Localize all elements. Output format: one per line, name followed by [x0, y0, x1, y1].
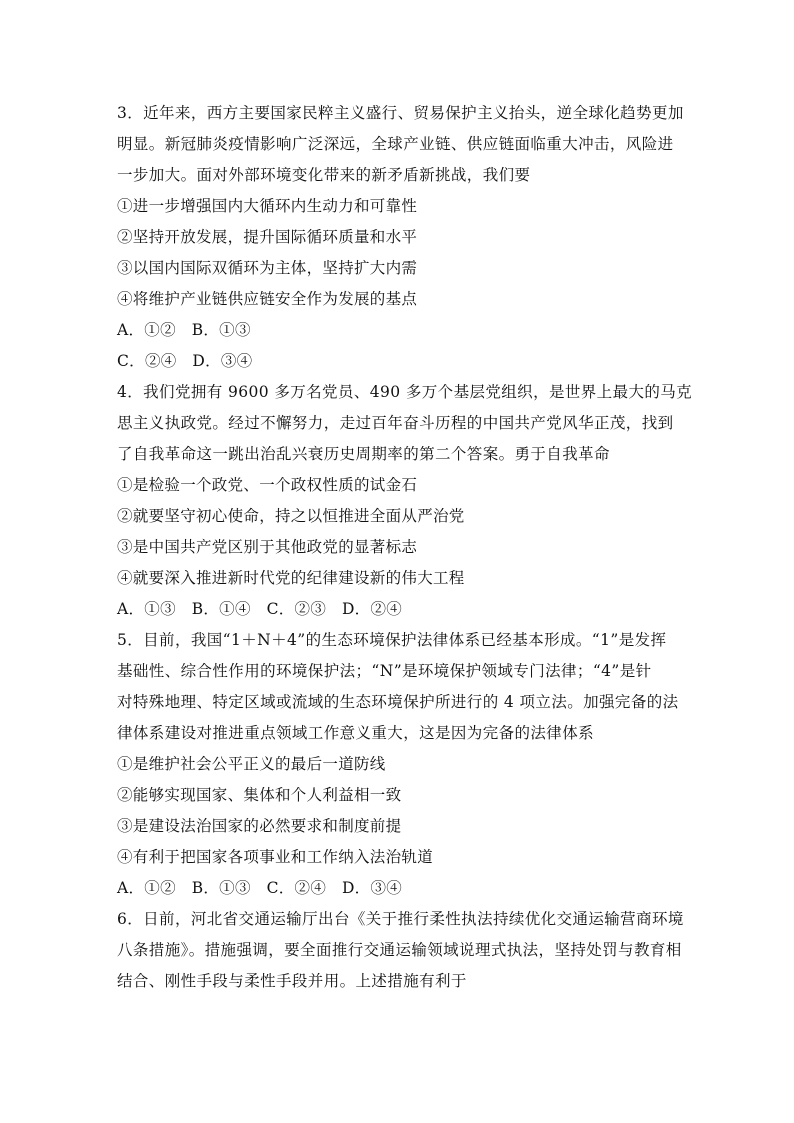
statement-choice: ②能够实现国家、集体和个人利益相一致 [117, 786, 402, 804]
statement-choice: ③是建设法治国家的必然要求和制度前提 [117, 817, 402, 835]
question-stem-line: 4．我们党拥有 9600 多万名党员、490 多万个基层党组织，是世界上最大的马克 [117, 383, 693, 401]
question-stem-line: 明显。新冠肺炎疫情影响广泛深远，全球产业链、供应链面临重大冲击，风险进 [117, 135, 674, 153]
statement-choice: ②就要坚守初心使命，持之以恒推进全面从严治党 [117, 507, 465, 525]
question-stem-line: 基础性、综合性作用的环境保护法；“N”是环境保护领域专门法律；“4”是针 [117, 662, 652, 680]
question-stem-line: 律体系建设对推进重点领域工作意义重大，这是因为完备的法律体系 [117, 724, 595, 742]
statement-choice: ①进一步增强国内大循环内生动力和可靠性 [117, 197, 418, 215]
question-stem-line: 八条措施》。措施强调，要全面推行交通运输领域说理式执法，坚持处罚与教育相 [117, 941, 682, 959]
question-stem-line: 一步加大。面对外部环境变化带来的新矛盾新挑战，我们要 [117, 166, 531, 184]
statement-choice: ③以国内国际双循环为主体，坚持扩大内需 [117, 259, 418, 277]
question-stem-line: 对特殊地理、特定区域或流域的生态环境保护所进行的 4 项立法。加强完备的法 [117, 693, 679, 711]
answer-options: A．①③ B．①④ C．②③ D．②④ [117, 600, 403, 618]
statement-choice: ④将维护产业链供应链安全作为发展的基点 [117, 290, 418, 308]
question-6 [117, 904, 687, 997]
question-4 [117, 377, 693, 625]
statement-choice: ①是维护社会公平正义的最后一道防线 [117, 755, 386, 773]
question-5 [117, 625, 687, 904]
answer-options: A．①② B．①③ [117, 321, 251, 339]
question-stem-line: 思主义执政党。经过不懈努力，走过百年奋斗历程的中国共产党风华正茂，找到 [117, 414, 674, 432]
answer-options: A．①② B．①③ C．②④ D．③④ [117, 879, 403, 897]
question-stem-line: 5．目前，我国“1＋N＋4”的生态环境保护法律体系已经基本形成。“1”是发挥 [117, 631, 667, 649]
statement-choice: ②坚持开放发展，提升国际循环质量和水平 [117, 228, 418, 246]
question-list [117, 98, 693, 997]
question-stem-line: 结合、刚性手段与柔性手段并用。上述措施有利于 [117, 972, 467, 990]
question-stem-line: 了自我革命这一跳出治乱兴衰历史周期率的第二个答案。勇于自我革命 [117, 445, 610, 463]
question-3 [117, 98, 687, 377]
answer-options: C．②④ D．③④ [117, 352, 253, 370]
statement-choice: ①是检验一个政党、一个政权性质的试金石 [117, 476, 418, 494]
statement-choice: ④就要深入推进新时代党的纪律建设新的伟大工程 [117, 569, 465, 587]
question-stem-line: 6．日前，河北省交通运输厅出台《关于推行柔性执法持续优化交通运输营商环境 [117, 910, 684, 928]
question-stem-line: 3．近年来，西方主要国家民粹主义盛行、贸易保护主义抬头，逆全球化趋势更加 [117, 104, 684, 122]
statement-choice: ④有利于把国家各项事业和工作纳入法治轨道 [117, 848, 434, 866]
statement-choice: ③是中国共产党区别于其他政党的显著标志 [117, 538, 418, 556]
